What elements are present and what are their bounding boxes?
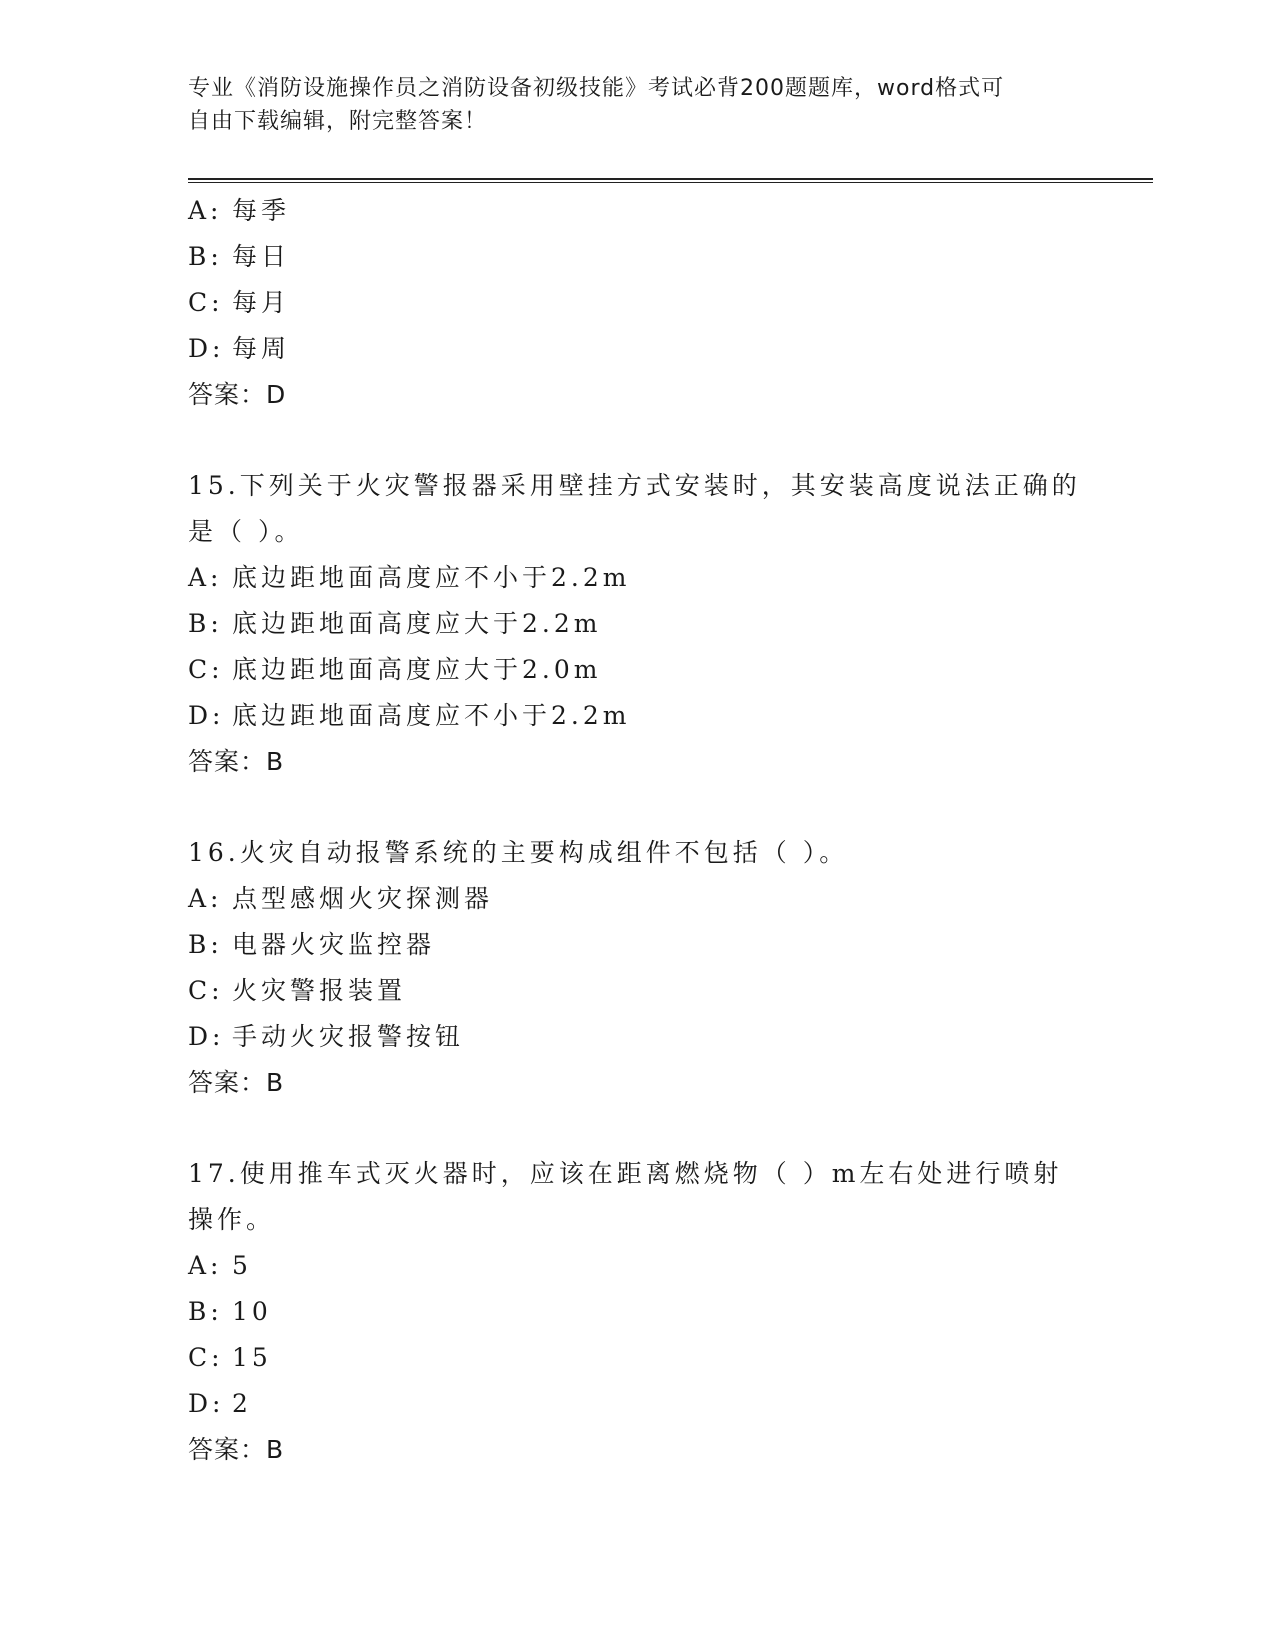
document-header	[188, 72, 1088, 138]
answer: 答案：D	[188, 380, 287, 409]
option-c: C: 火灾警报装置	[188, 976, 407, 1005]
answer: 答案：B	[188, 1435, 285, 1464]
option-c: C: 15	[188, 1343, 272, 1372]
option-b: B: 底边距地面高度应大于2.2m	[188, 609, 602, 638]
option-a: A: 底边距地面高度应不小于2.2m	[188, 563, 631, 592]
header-line-2: 自由下载编辑，附完整答案！	[188, 109, 488, 134]
option-b: B: 10	[188, 1297, 272, 1326]
option-a: A: 5	[188, 1251, 252, 1280]
option-c: C: 每月	[188, 288, 291, 317]
option-d: D: 每周	[188, 334, 291, 363]
question-list	[188, 188, 1088, 1473]
option-d: D: 手动火灾报警按钮	[188, 1022, 465, 1051]
option-a: A: 每季	[188, 196, 291, 225]
header-divider	[188, 178, 1153, 183]
option-c: C: 底边距地面高度应大于2.0m	[188, 655, 602, 684]
option-d: D: 底边距地面高度应不小于2.2m	[188, 701, 631, 730]
question-stem: 16.火灾自动报警系统的主要构成组件不包括（ ）。	[188, 838, 849, 867]
question-17	[188, 1151, 1088, 1473]
question-16	[188, 830, 1088, 1106]
header-line-1: 专业《消防设施操作员之消防设备初级技能》考试必背200题题库，word格式可	[188, 76, 1005, 101]
option-b: B: 每日	[188, 242, 291, 271]
answer: 答案：B	[188, 1068, 285, 1097]
option-b: B: 电器火灾监控器	[188, 930, 436, 959]
question-stem: 15.下列关于火灾警报器采用壁挂方式安装时，其安装高度说法正确的	[188, 471, 1081, 500]
option-d: D: 2	[188, 1389, 252, 1418]
question-14	[188, 188, 1088, 418]
question-stem: 17.使用推车式灭火器时，应该在距离燃烧物（ ）m左右处进行喷射	[188, 1159, 1063, 1188]
question-stem-cont: 是（ ）。	[188, 517, 304, 546]
option-a: A: 点型感烟火灾探测器	[188, 884, 494, 913]
question-stem-cont: 操作。	[188, 1205, 276, 1234]
question-15	[188, 463, 1088, 785]
answer: 答案：B	[188, 747, 285, 776]
